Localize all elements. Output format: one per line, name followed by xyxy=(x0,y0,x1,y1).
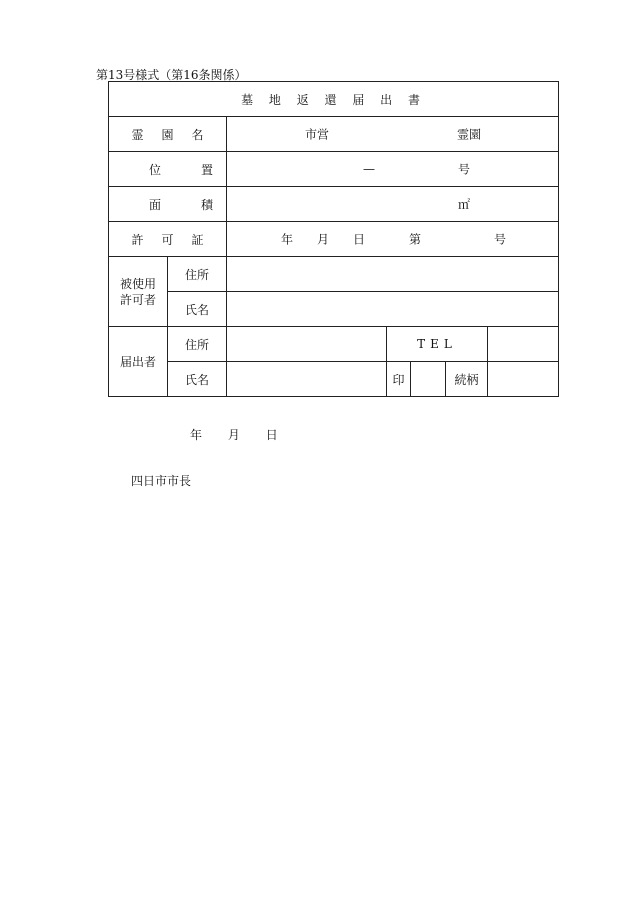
area-label: 面積 xyxy=(109,187,227,222)
user-permit-holder-label-line2: 許可者 xyxy=(119,292,156,307)
notifier-relation-field[interactable] xyxy=(488,362,559,397)
permit-field[interactable] xyxy=(227,222,559,257)
cemetery-prefix: 市営 xyxy=(305,127,330,142)
date-day: 日 xyxy=(265,428,278,442)
holder-address-label: 住所 xyxy=(168,257,227,292)
notifier-seal-field[interactable] xyxy=(411,362,446,397)
date-month: 月 xyxy=(227,428,240,442)
location-field[interactable] xyxy=(227,152,559,187)
permit-number: 号 xyxy=(494,232,507,247)
cemetery-label: 霊園名 xyxy=(109,117,227,152)
cemetery-suffix: 霊園 xyxy=(457,127,482,142)
notifier-name-label: 氏名 xyxy=(168,362,227,397)
user-permit-holder-label-line1: 被使用 xyxy=(119,276,156,291)
permit-label: 許可証 xyxy=(109,222,227,257)
notifier-address-field[interactable] xyxy=(227,327,387,362)
area-unit: ㎡ xyxy=(458,197,471,212)
addressee: 四日市市長 xyxy=(131,474,192,488)
grave-return-form xyxy=(108,81,559,397)
user-permit-holder-label xyxy=(109,257,168,327)
location-number: 号 xyxy=(458,162,471,177)
permit-month: 月 xyxy=(317,232,330,247)
notifier-relation-label: 続柄 xyxy=(446,362,488,397)
location-dash: — xyxy=(363,162,375,176)
location-label: 位置 xyxy=(109,152,227,187)
form-number-label: 第13号様式（第16条関係） xyxy=(96,68,247,82)
date-year: 年 xyxy=(190,428,203,442)
notifier-tel-label: TEL xyxy=(387,327,488,362)
form-title: 墓 地 返 還 届 出 書 xyxy=(109,82,559,117)
notifier-name-field[interactable] xyxy=(227,362,387,397)
holder-name-label: 氏名 xyxy=(168,292,227,327)
permit-year: 年 xyxy=(281,232,294,247)
permit-ordinal: 第 xyxy=(409,232,422,247)
notifier-label: 届出者 xyxy=(109,327,168,397)
cemetery-field[interactable] xyxy=(227,117,559,152)
holder-address-field[interactable] xyxy=(227,257,559,292)
area-field[interactable] xyxy=(227,187,559,222)
holder-name-field[interactable] xyxy=(227,292,559,327)
notifier-address-label: 住所 xyxy=(168,327,227,362)
notifier-seal-label: 印 xyxy=(387,362,411,397)
notifier-tel-field[interactable] xyxy=(488,327,559,362)
permit-day: 日 xyxy=(353,232,366,247)
submission-date xyxy=(190,426,300,443)
